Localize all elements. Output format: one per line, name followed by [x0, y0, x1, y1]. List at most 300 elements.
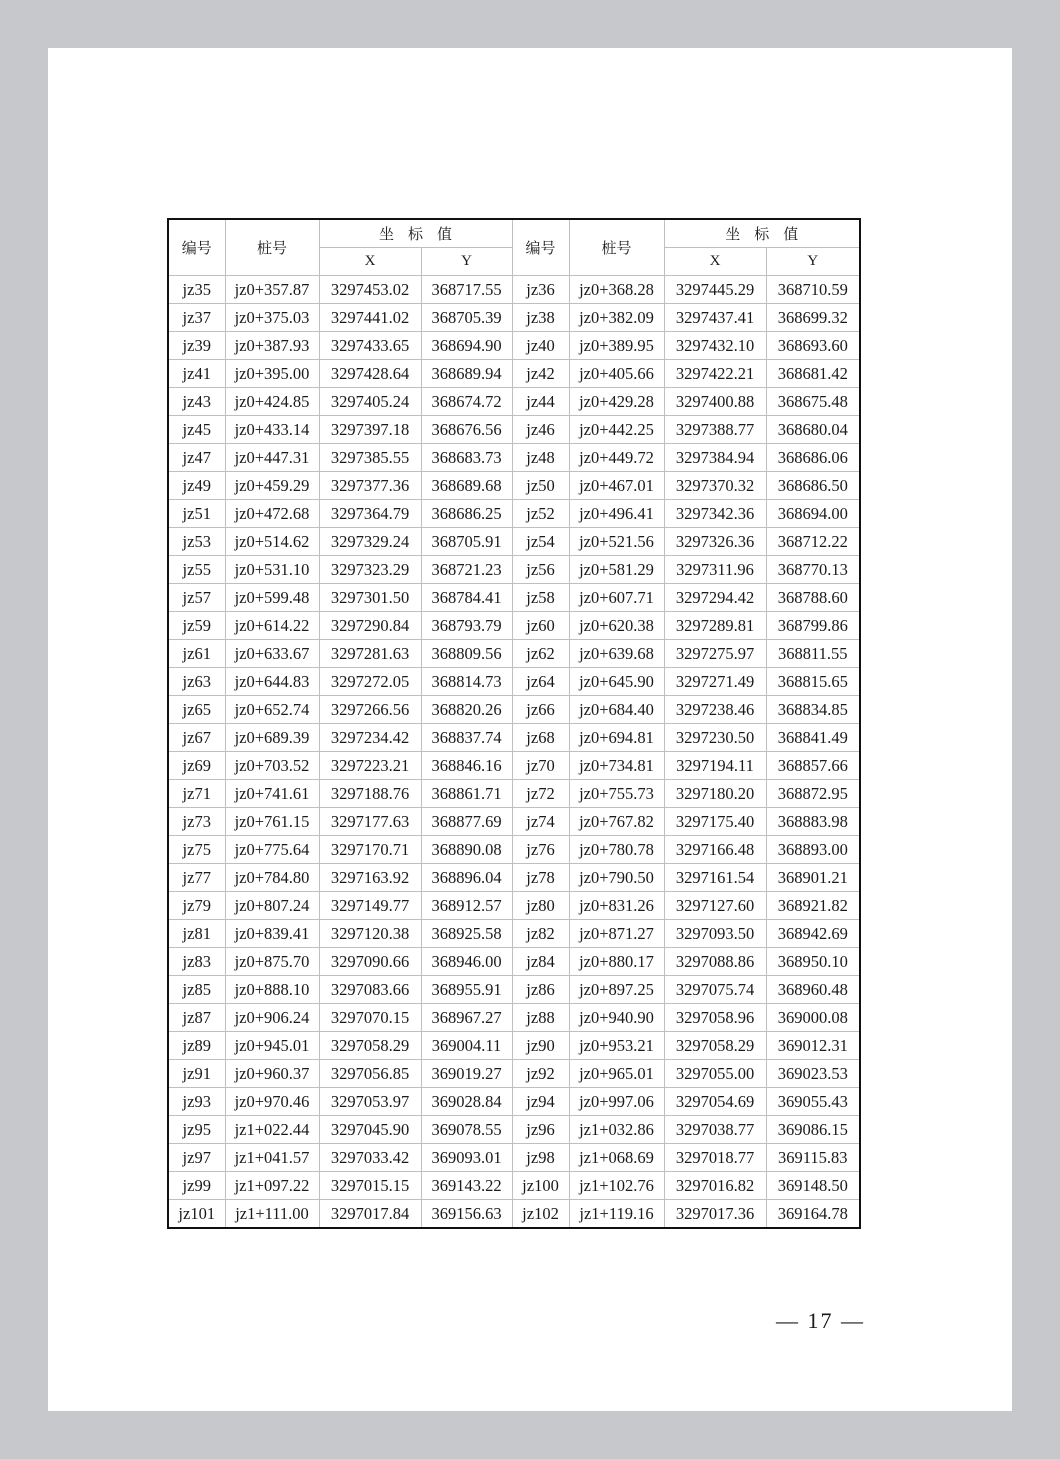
point-id-cell: jz78 [512, 864, 569, 892]
coord-y-cell: 368681.42 [766, 360, 860, 388]
coord-y-cell: 368770.13 [766, 556, 860, 584]
table-row [168, 304, 860, 332]
coord-y-cell: 368814.73 [421, 668, 512, 696]
table-row [168, 752, 860, 780]
stake-number-cell: jz0+960.37 [225, 1060, 319, 1088]
coord-y-cell: 368815.65 [766, 668, 860, 696]
stake-number-cell: jz0+387.93 [225, 332, 319, 360]
table-row [168, 332, 860, 360]
table-row [168, 360, 860, 388]
table-row [168, 1200, 860, 1229]
stake-number-cell: jz1+119.16 [569, 1200, 664, 1229]
coord-y-cell: 369004.11 [421, 1032, 512, 1060]
coord-x-cell: 3297055.00 [664, 1060, 766, 1088]
point-id-cell: jz99 [168, 1172, 225, 1200]
stake-number-cell: jz0+734.81 [569, 752, 664, 780]
coord-x-cell: 3297083.66 [319, 976, 421, 1004]
table-row [168, 1060, 860, 1088]
point-id-cell: jz75 [168, 836, 225, 864]
coord-x-cell: 3297058.29 [319, 1032, 421, 1060]
coord-y-cell: 368921.82 [766, 892, 860, 920]
coord-x-cell: 3297033.42 [319, 1144, 421, 1172]
point-id-cell: jz64 [512, 668, 569, 696]
coord-y-cell: 368872.95 [766, 780, 860, 808]
coord-x-cell: 3297428.64 [319, 360, 421, 388]
stake-number-cell: jz1+111.00 [225, 1200, 319, 1229]
header-coord-right: 坐标值 [664, 219, 860, 248]
coord-x-cell: 3297018.77 [664, 1144, 766, 1172]
table-row [168, 976, 860, 1004]
coord-x-cell: 3297290.84 [319, 612, 421, 640]
stake-number-cell: jz0+442.25 [569, 416, 664, 444]
stake-number-cell: jz0+633.67 [225, 640, 319, 668]
coord-y-cell: 368689.94 [421, 360, 512, 388]
coord-x-cell: 3297161.54 [664, 864, 766, 892]
point-id-cell: jz86 [512, 976, 569, 1004]
stake-number-cell: jz0+703.52 [225, 752, 319, 780]
table-row [168, 500, 860, 528]
stake-number-cell: jz0+684.40 [569, 696, 664, 724]
coord-y-cell: 368820.26 [421, 696, 512, 724]
stake-number-cell: jz0+997.06 [569, 1088, 664, 1116]
coord-y-cell: 368686.25 [421, 500, 512, 528]
coord-x-cell: 3297038.77 [664, 1116, 766, 1144]
point-id-cell: jz72 [512, 780, 569, 808]
point-id-cell: jz91 [168, 1060, 225, 1088]
coord-y-cell: 368811.55 [766, 640, 860, 668]
point-id-cell: jz87 [168, 1004, 225, 1032]
coord-y-cell: 368674.72 [421, 388, 512, 416]
stake-number-cell: jz0+382.09 [569, 304, 664, 332]
coord-x-cell: 3297058.29 [664, 1032, 766, 1060]
stake-number-cell: jz0+607.71 [569, 584, 664, 612]
coord-y-cell: 368705.39 [421, 304, 512, 332]
coord-y-cell: 368686.50 [766, 472, 860, 500]
stake-number-cell: jz0+888.10 [225, 976, 319, 1004]
point-id-cell: jz37 [168, 304, 225, 332]
coord-x-cell: 3297311.96 [664, 556, 766, 584]
point-id-cell: jz50 [512, 472, 569, 500]
coord-y-cell: 368890.08 [421, 836, 512, 864]
coord-y-cell: 368946.00 [421, 948, 512, 976]
point-id-cell: jz73 [168, 808, 225, 836]
point-id-cell: jz92 [512, 1060, 569, 1088]
coord-y-cell: 368705.91 [421, 528, 512, 556]
coord-x-cell: 3297453.02 [319, 276, 421, 304]
point-id-cell: jz90 [512, 1032, 569, 1060]
coord-y-cell: 368834.85 [766, 696, 860, 724]
table-body [168, 276, 860, 1229]
point-id-cell: jz46 [512, 416, 569, 444]
coord-x-cell: 3297272.05 [319, 668, 421, 696]
coord-y-cell: 368694.00 [766, 500, 860, 528]
point-id-cell: jz67 [168, 724, 225, 752]
stake-number-cell: jz0+761.15 [225, 808, 319, 836]
coord-x-cell: 3297015.15 [319, 1172, 421, 1200]
stake-number-cell: jz0+375.03 [225, 304, 319, 332]
header-y-right: Y [766, 248, 860, 276]
coord-y-cell: 369086.15 [766, 1116, 860, 1144]
table-row [168, 1088, 860, 1116]
coord-x-cell: 3297170.71 [319, 836, 421, 864]
coord-x-cell: 3297016.82 [664, 1172, 766, 1200]
header-id-right: 编号 [512, 219, 569, 276]
point-id-cell: jz43 [168, 388, 225, 416]
coord-y-cell: 369148.50 [766, 1172, 860, 1200]
point-id-cell: jz74 [512, 808, 569, 836]
stake-number-cell: jz0+459.29 [225, 472, 319, 500]
table-row [168, 892, 860, 920]
table-header [168, 219, 860, 276]
coord-y-cell: 368893.00 [766, 836, 860, 864]
coord-y-cell: 368694.90 [421, 332, 512, 360]
stake-number-cell: jz1+102.76 [569, 1172, 664, 1200]
stake-number-cell: jz0+405.66 [569, 360, 664, 388]
coord-y-cell: 368846.16 [421, 752, 512, 780]
coord-x-cell: 3297194.11 [664, 752, 766, 780]
point-id-cell: jz42 [512, 360, 569, 388]
coord-y-cell: 368710.59 [766, 276, 860, 304]
coord-x-cell: 3297175.40 [664, 808, 766, 836]
coord-y-cell: 368784.41 [421, 584, 512, 612]
point-id-cell: jz63 [168, 668, 225, 696]
coord-x-cell: 3297326.36 [664, 528, 766, 556]
table-row [168, 1004, 860, 1032]
coord-x-cell: 3297058.96 [664, 1004, 766, 1032]
coord-x-cell: 3297364.79 [319, 500, 421, 528]
point-id-cell: jz71 [168, 780, 225, 808]
stake-number-cell: jz0+965.01 [569, 1060, 664, 1088]
coord-y-cell: 369055.43 [766, 1088, 860, 1116]
stake-number-cell: jz0+741.61 [225, 780, 319, 808]
point-id-cell: jz52 [512, 500, 569, 528]
coord-y-cell: 368717.55 [421, 276, 512, 304]
coord-x-cell: 3297070.15 [319, 1004, 421, 1032]
coord-x-cell: 3297163.92 [319, 864, 421, 892]
stake-number-cell: jz0+839.41 [225, 920, 319, 948]
coord-y-cell: 369156.63 [421, 1200, 512, 1229]
header-x-right: X [664, 248, 766, 276]
table-row [168, 836, 860, 864]
header-id-left: 编号 [168, 219, 225, 276]
point-id-cell: jz62 [512, 640, 569, 668]
point-id-cell: jz53 [168, 528, 225, 556]
stake-number-cell: jz0+368.28 [569, 276, 664, 304]
point-id-cell: jz61 [168, 640, 225, 668]
coord-y-cell: 369000.08 [766, 1004, 860, 1032]
stake-number-cell: jz0+784.80 [225, 864, 319, 892]
coord-x-cell: 3297385.55 [319, 444, 421, 472]
stake-number-cell: jz0+767.82 [569, 808, 664, 836]
point-id-cell: jz68 [512, 724, 569, 752]
coord-y-cell: 369143.22 [421, 1172, 512, 1200]
stake-number-cell: jz0+496.41 [569, 500, 664, 528]
coord-y-cell: 368809.56 [421, 640, 512, 668]
point-id-cell: jz60 [512, 612, 569, 640]
coord-x-cell: 3297329.24 [319, 528, 421, 556]
coord-y-cell: 369164.78 [766, 1200, 860, 1229]
stake-number-cell: jz0+644.83 [225, 668, 319, 696]
coord-x-cell: 3297120.38 [319, 920, 421, 948]
coord-x-cell: 3297149.77 [319, 892, 421, 920]
coord-x-cell: 3297188.76 [319, 780, 421, 808]
coord-x-cell: 3297289.81 [664, 612, 766, 640]
stake-number-cell: jz0+945.01 [225, 1032, 319, 1060]
coord-y-cell: 369115.83 [766, 1144, 860, 1172]
table-row [168, 416, 860, 444]
coord-x-cell: 3297441.02 [319, 304, 421, 332]
coord-x-cell: 3297370.32 [664, 472, 766, 500]
coord-y-cell: 368841.49 [766, 724, 860, 752]
stake-number-cell: jz0+880.17 [569, 948, 664, 976]
stake-number-cell: jz0+694.81 [569, 724, 664, 752]
coord-x-cell: 3297017.36 [664, 1200, 766, 1229]
coord-y-cell: 368680.04 [766, 416, 860, 444]
coord-y-cell: 368925.58 [421, 920, 512, 948]
coord-y-cell: 368793.79 [421, 612, 512, 640]
header-stake-right: 桩号 [569, 219, 664, 276]
stake-number-cell: jz0+599.48 [225, 584, 319, 612]
point-id-cell: jz56 [512, 556, 569, 584]
stake-number-cell: jz0+514.62 [225, 528, 319, 556]
point-id-cell: jz59 [168, 612, 225, 640]
point-id-cell: jz97 [168, 1144, 225, 1172]
table-row [168, 640, 860, 668]
coord-x-cell: 3297422.21 [664, 360, 766, 388]
point-id-cell: jz98 [512, 1144, 569, 1172]
coord-y-cell: 368901.21 [766, 864, 860, 892]
coord-x-cell: 3297388.77 [664, 416, 766, 444]
stake-number-cell: jz0+620.38 [569, 612, 664, 640]
stake-number-cell: jz0+953.21 [569, 1032, 664, 1060]
stake-number-cell: jz0+807.24 [225, 892, 319, 920]
page-number: — 17 — [776, 1308, 865, 1333]
coord-y-cell: 368955.91 [421, 976, 512, 1004]
stake-number-cell: jz1+097.22 [225, 1172, 319, 1200]
header-x-left: X [319, 248, 421, 276]
coord-y-cell: 369028.84 [421, 1088, 512, 1116]
stake-number-cell: jz0+424.85 [225, 388, 319, 416]
coord-y-cell: 368712.22 [766, 528, 860, 556]
coord-x-cell: 3297437.41 [664, 304, 766, 332]
point-id-cell: jz48 [512, 444, 569, 472]
table-row [168, 668, 860, 696]
stake-number-cell: jz0+970.46 [225, 1088, 319, 1116]
coord-y-cell: 368837.74 [421, 724, 512, 752]
point-id-cell: jz84 [512, 948, 569, 976]
table-row [168, 276, 860, 304]
coord-x-cell: 3297075.74 [664, 976, 766, 1004]
point-id-cell: jz94 [512, 1088, 569, 1116]
point-id-cell: jz80 [512, 892, 569, 920]
stake-number-cell: jz1+068.69 [569, 1144, 664, 1172]
point-id-cell: jz45 [168, 416, 225, 444]
point-id-cell: jz88 [512, 1004, 569, 1032]
table-row [168, 528, 860, 556]
point-id-cell: jz69 [168, 752, 225, 780]
stake-number-cell: jz0+581.29 [569, 556, 664, 584]
point-id-cell: jz79 [168, 892, 225, 920]
stake-number-cell: jz0+639.68 [569, 640, 664, 668]
header-y-left: Y [421, 248, 512, 276]
table-row [168, 584, 860, 612]
coord-x-cell: 3297093.50 [664, 920, 766, 948]
stake-number-cell: jz0+755.73 [569, 780, 664, 808]
coord-x-cell: 3297384.94 [664, 444, 766, 472]
coord-x-cell: 3297294.42 [664, 584, 766, 612]
stake-number-cell: jz0+906.24 [225, 1004, 319, 1032]
table-row [168, 780, 860, 808]
point-id-cell: jz58 [512, 584, 569, 612]
coord-y-cell: 368960.48 [766, 976, 860, 1004]
table-row [168, 1172, 860, 1200]
coord-y-cell: 368721.23 [421, 556, 512, 584]
point-id-cell: jz101 [168, 1200, 225, 1229]
stake-number-cell: jz0+429.28 [569, 388, 664, 416]
coord-y-cell: 368675.48 [766, 388, 860, 416]
point-id-cell: jz55 [168, 556, 225, 584]
coord-y-cell: 369093.01 [421, 1144, 512, 1172]
coord-y-cell: 368912.57 [421, 892, 512, 920]
table-row [168, 724, 860, 752]
table-row [168, 920, 860, 948]
coord-y-cell: 368942.69 [766, 920, 860, 948]
coord-y-cell: 368693.60 [766, 332, 860, 360]
coord-x-cell: 3297405.24 [319, 388, 421, 416]
coord-y-cell: 369019.27 [421, 1060, 512, 1088]
stake-number-cell: jz0+871.27 [569, 920, 664, 948]
stake-number-cell: jz0+940.90 [569, 1004, 664, 1032]
coord-x-cell: 3297180.20 [664, 780, 766, 808]
stake-number-cell: jz0+831.26 [569, 892, 664, 920]
coord-x-cell: 3297017.84 [319, 1200, 421, 1229]
point-id-cell: jz65 [168, 696, 225, 724]
point-id-cell: jz49 [168, 472, 225, 500]
coord-y-cell: 368967.27 [421, 1004, 512, 1032]
point-id-cell: jz77 [168, 864, 225, 892]
coord-x-cell: 3297400.88 [664, 388, 766, 416]
coord-x-cell: 3297301.50 [319, 584, 421, 612]
coord-x-cell: 3297266.56 [319, 696, 421, 724]
coord-y-cell: 368877.69 [421, 808, 512, 836]
table-row [168, 472, 860, 500]
table-row [168, 612, 860, 640]
table-row [168, 808, 860, 836]
coord-y-cell: 368950.10 [766, 948, 860, 976]
point-id-cell: jz81 [168, 920, 225, 948]
point-id-cell: jz38 [512, 304, 569, 332]
stake-number-cell: jz0+395.00 [225, 360, 319, 388]
table-row [168, 696, 860, 724]
coord-y-cell: 368788.60 [766, 584, 860, 612]
stake-number-cell: jz0+472.68 [225, 500, 319, 528]
coord-y-cell: 369023.53 [766, 1060, 860, 1088]
stake-number-cell: jz0+449.72 [569, 444, 664, 472]
point-id-cell: jz82 [512, 920, 569, 948]
stake-number-cell: jz0+531.10 [225, 556, 319, 584]
coord-y-cell: 368676.56 [421, 416, 512, 444]
coord-x-cell: 3297323.29 [319, 556, 421, 584]
coord-x-cell: 3297056.85 [319, 1060, 421, 1088]
stake-number-cell: jz0+689.39 [225, 724, 319, 752]
point-id-cell: jz89 [168, 1032, 225, 1060]
table-row [168, 864, 860, 892]
point-id-cell: jz44 [512, 388, 569, 416]
stake-number-cell: jz0+447.31 [225, 444, 319, 472]
coord-x-cell: 3297223.21 [319, 752, 421, 780]
table-row [168, 948, 860, 976]
point-id-cell: jz96 [512, 1116, 569, 1144]
coord-y-cell: 368861.71 [421, 780, 512, 808]
coord-x-cell: 3297045.90 [319, 1116, 421, 1144]
header-stake-left: 桩号 [225, 219, 319, 276]
coord-y-cell: 368883.98 [766, 808, 860, 836]
stake-number-cell: jz0+790.50 [569, 864, 664, 892]
point-id-cell: jz40 [512, 332, 569, 360]
coord-x-cell: 3297271.49 [664, 668, 766, 696]
point-id-cell: jz100 [512, 1172, 569, 1200]
table-row [168, 388, 860, 416]
coord-y-cell: 368896.04 [421, 864, 512, 892]
coord-x-cell: 3297054.69 [664, 1088, 766, 1116]
point-id-cell: jz85 [168, 976, 225, 1004]
stake-number-cell: jz0+875.70 [225, 948, 319, 976]
stake-number-cell: jz0+357.87 [225, 276, 319, 304]
point-id-cell: jz93 [168, 1088, 225, 1116]
coord-y-cell: 368857.66 [766, 752, 860, 780]
table-row [168, 444, 860, 472]
coord-x-cell: 3297234.42 [319, 724, 421, 752]
document-page [48, 48, 1012, 1411]
point-id-cell: jz83 [168, 948, 225, 976]
coord-x-cell: 3297088.86 [664, 948, 766, 976]
header-coord-left: 坐标值 [319, 219, 512, 248]
coord-x-cell: 3297433.65 [319, 332, 421, 360]
coord-x-cell: 3297445.29 [664, 276, 766, 304]
coordinate-table [167, 218, 861, 1229]
coord-x-cell: 3297432.10 [664, 332, 766, 360]
coord-y-cell: 368699.32 [766, 304, 860, 332]
coord-x-cell: 3297053.97 [319, 1088, 421, 1116]
coord-x-cell: 3297342.36 [664, 500, 766, 528]
point-id-cell: jz39 [168, 332, 225, 360]
stake-number-cell: jz0+775.64 [225, 836, 319, 864]
coord-y-cell: 368799.86 [766, 612, 860, 640]
point-id-cell: jz41 [168, 360, 225, 388]
coord-x-cell: 3297090.66 [319, 948, 421, 976]
stake-number-cell: jz0+645.90 [569, 668, 664, 696]
point-id-cell: jz35 [168, 276, 225, 304]
point-id-cell: jz70 [512, 752, 569, 780]
stake-number-cell: jz0+897.25 [569, 976, 664, 1004]
coord-x-cell: 3297281.63 [319, 640, 421, 668]
coord-y-cell: 369012.31 [766, 1032, 860, 1060]
stake-number-cell: jz0+652.74 [225, 696, 319, 724]
point-id-cell: jz47 [168, 444, 225, 472]
point-id-cell: jz66 [512, 696, 569, 724]
point-id-cell: jz102 [512, 1200, 569, 1229]
coord-x-cell: 3297377.36 [319, 472, 421, 500]
point-id-cell: jz51 [168, 500, 225, 528]
coord-x-cell: 3297166.48 [664, 836, 766, 864]
coord-x-cell: 3297238.46 [664, 696, 766, 724]
coord-x-cell: 3297275.97 [664, 640, 766, 668]
stake-number-cell: jz0+780.78 [569, 836, 664, 864]
point-id-cell: jz57 [168, 584, 225, 612]
stake-number-cell: jz0+467.01 [569, 472, 664, 500]
table-row [168, 1144, 860, 1172]
coord-y-cell: 369078.55 [421, 1116, 512, 1144]
